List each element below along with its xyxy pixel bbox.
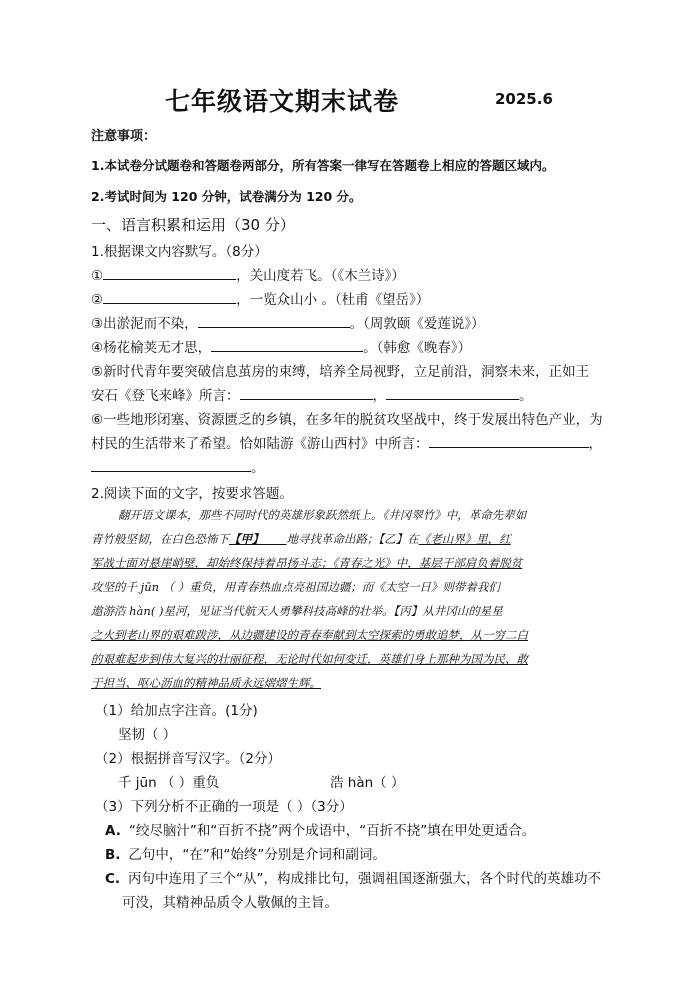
answer-blank [386,386,519,400]
passage-line-3 [91,555,621,571]
dictation-line-6 [91,384,533,404]
note-2: 2.考试时间为 120 分钟，试卷满分为 120 分。 [91,189,362,204]
answer-blank [103,266,236,280]
subquestion-2-item-a: 千 jūn （ ）重负 [118,775,220,791]
subquestion-1-item: 坚韧（ ） [118,727,177,743]
exam-date: 2025.6 [495,90,553,108]
dictation-text: 。（周敦颐《爱莲说》） [349,316,485,332]
passage-line-8: 于担当、呕心沥血的精神品质永远熠熠生辉。 [91,676,321,690]
dictation-line-9 [91,456,265,476]
dictation-text: 。 [519,388,533,404]
dictation-text: ，关山度若飞。（《木兰诗》） [236,268,405,284]
dictation-number: ② [91,292,104,308]
dictation-text: ， [372,388,386,404]
dictation-text: 。（韩愈《晚春》） [363,340,472,356]
dictation-line-3 [91,312,485,332]
passage-line-2 [91,531,621,547]
passage-line-5: 遨游浩 hàn( )星河，见证当代航天人勇攀科技高峰的壮举。【丙】从井冈山的星星 [91,604,503,618]
answer-blank [103,290,236,304]
dictation-text: 。 [251,460,265,476]
answer-blank [240,386,373,400]
note-1: 1.本试卷分试题卷和答题卷两部分，所有答案一律写在答题卷上相应的答题区域内。 [91,158,555,173]
answer-blank [198,314,350,328]
dictation-text: ，一览众山小 。（杜甫《望岳》） [236,292,430,308]
option-c-continued: 可没，其精神品质令人敬佩的主旨。 [122,895,338,911]
passage-line-6: 之火到老山界的艰难跋涉，从边疆建设的青春奉献到太空探索的勇敢追梦，从一穷二白 [91,628,528,642]
section-heading: 一、语言积累和运用（30 分） [91,216,295,234]
passage-text-underlined: 《老山界》里，红 [418,532,511,546]
subquestion-2-item-b: 浩 hàn（ ） [330,775,405,791]
passage-line-7: 的艰难起步到伟大复兴的壮丽征程，无论时代如何变迁，英雄们身上那种为国为民、敢 [91,652,528,666]
passage-line-4: 攻坚的千 jūn （ ）重负，用青春热血点亮祖国边疆；而《太空一日》则带着我们 [91,580,500,594]
option-letter: C. [105,871,121,887]
option-letter: B. [105,847,121,863]
dictation-line-5: ⑤新时代青年要突破信息茧房的束缚，培养全局视野，立足前沿，洞察未来，正如王 [91,364,590,380]
passage-text-underlined: 军战士面对悬崖峭壁，却始终保持着昂扬斗志；《青春之光》中，基层干部肩负着脱贫 [91,556,523,570]
dictation-text: ③出淤泥而不染， [91,316,198,332]
option-letter: A. [105,823,121,839]
answer-blank [429,434,589,448]
option-text: “绞尽脑汁”和“百折不挠”两个成语中，“百折不挠”填在甲处更适合。 [128,823,536,839]
option-c [105,867,601,887]
dictation-text: 村民的生活带来了希望。恰如陆游《游山西村》中所言： [91,436,429,452]
question-1-stem: 1.根据课文内容默写。（8分） [91,244,268,260]
subquestion-3: （3）下列分析不正确的一项是（ ）（3分） [95,799,353,815]
dictation-line-7: ⑥一些地形闭塞、资源匮乏的乡镇，在多年的脱贫攻坚战中，终于发展出特色产业，为 [91,412,603,428]
passage-text: 地寻找革命出路；【乙】在 [286,532,419,546]
subquestion-2: （2）根据拼音写汉字。（2分） [95,751,281,767]
notes-heading: 注意事项： [91,129,157,144]
dictation-number: ① [91,268,104,284]
answer-blank [211,338,363,352]
dictation-text: ， [588,436,602,452]
dictation-line-8 [91,432,602,452]
subquestion-1: （1）给加点字注音。(1分) [95,703,258,719]
header [0,82,695,122]
question-2-stem: 2.阅读下面的文字，按要求答题。 [91,486,293,502]
option-a [105,819,535,839]
exam-title: 七年级语文期末试卷 [165,87,400,116]
option-b [105,843,386,863]
dictation-text: ④杨花榆荚无才思， [91,340,212,356]
option-text: 乙句中，“在”和“始终”分别是介词和副词。 [128,847,386,863]
dictation-line-4 [91,336,471,356]
answer-blank [91,458,251,472]
passage-line-1: 翻开语文课本，那些不同时代的英雄形象跃然纸上。《井冈翠竹》中，革命先辈如 [118,508,527,522]
blank-mark-jia: 【甲】 [229,532,264,546]
dictation-line-2 [91,288,429,308]
option-text: 丙句中连用了三个“从”，构成排比句，强调祖国逐渐强大，各个时代的英雄功不 [128,871,602,887]
passage-text: 青竹般坚韧，在白色恐怖下 [91,532,229,546]
dictation-line-1 [91,264,405,284]
dictation-text: 安石《登飞来峰》所言： [91,388,240,404]
